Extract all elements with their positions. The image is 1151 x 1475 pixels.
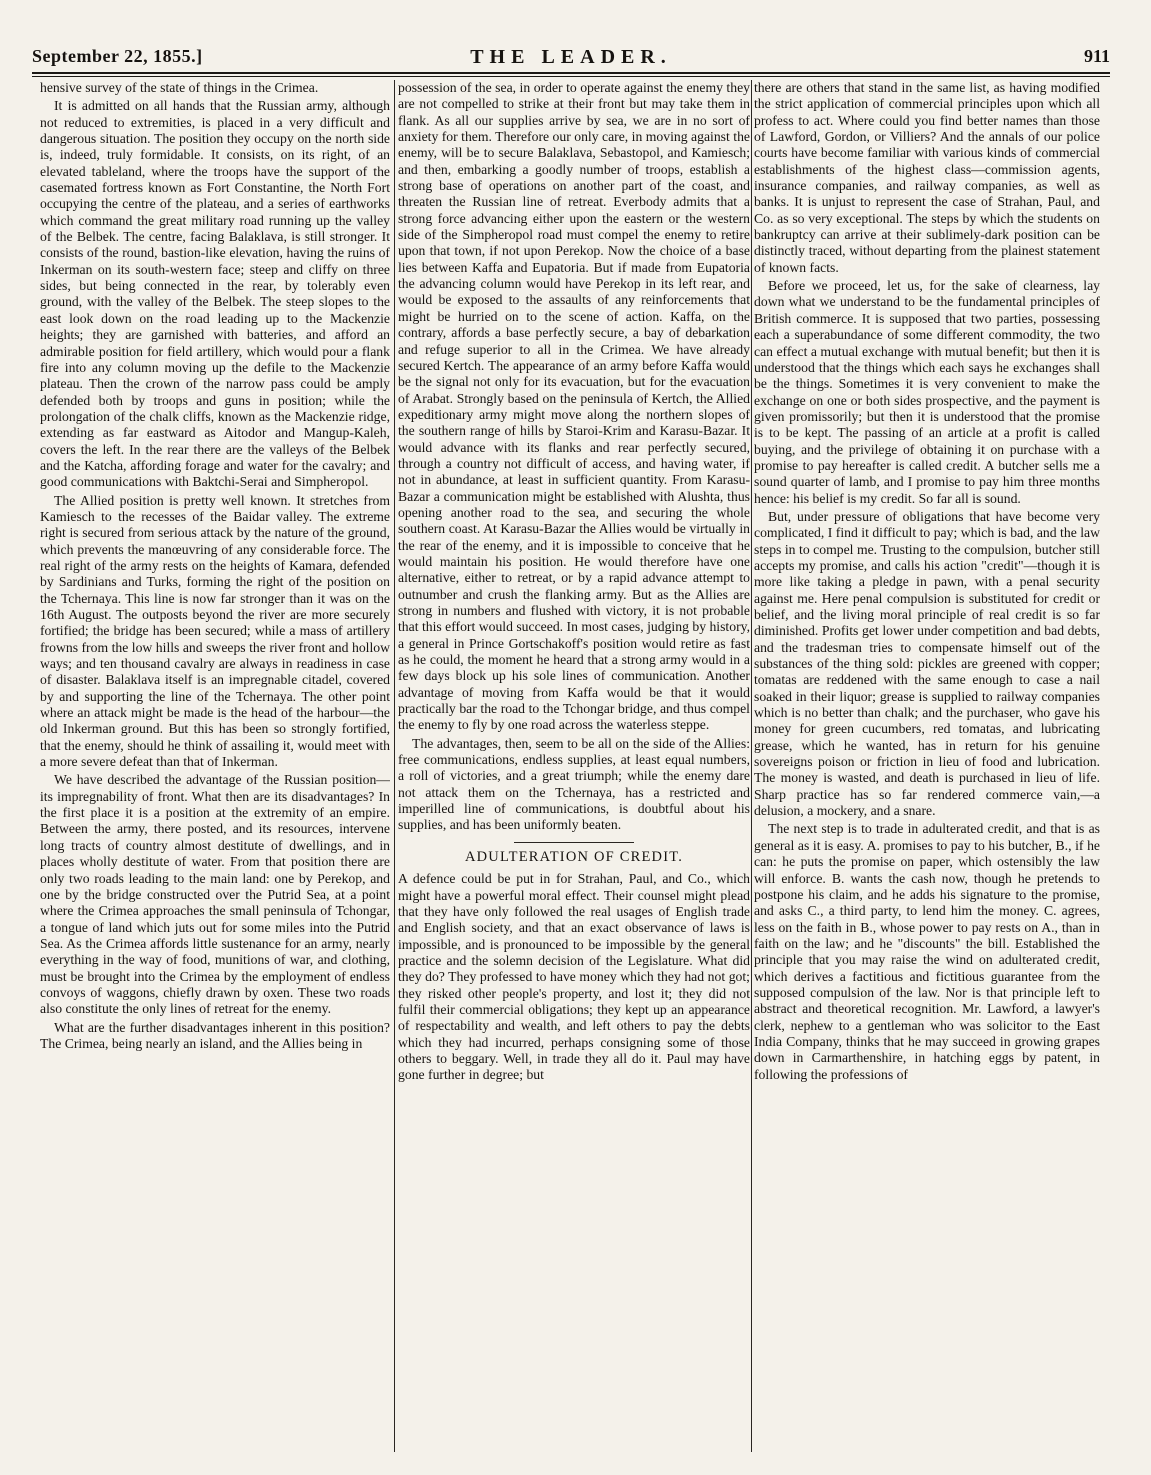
section-heading: ADULTERATION OF CREDIT. <box>398 842 750 865</box>
column-1 <box>40 80 390 1455</box>
paragraph: hensive survey of the state of things in the Crimea. <box>40 80 319 95</box>
paragraph: possession of the sea, in order to operate against the enemy they are not compelled to strike at their front but may take them in flank. As all our supplies arrive by sea, we are in no sort of anxiety for them. Therefore our only care, in moving against the enemy, will be to secure Balaklava, Sebastopol, and Kamiesch; and then, embarking a goodly number of troops, establish a strong base of operations on another part of the coast, and threaten the Russian line of retreat. Everbody admits that a strong force advancing either upon the eastern or the western side of the Simpheropol road must compel the enemy to retire upon that town, if not upon Perekop. Now the choice of a base lies between Kaffa and Eupatoria. But if made from Eupatoria the advancing column would have Perekop in its left rear, and would be exposed to the assaults of any reinforcements that might be hurried on to the scene of action. Kaffa, on the contrary, affords a base perfectly secure, a bay of debarkation and refuge superior to all in the Crimea. We have already secured Kertch. The appearance of an army before Kaffa would be the signal not only for its evacuation, but for the evacuation of Arabat. Strongly based on the peninsula of Kertch, the Allied expeditionary army might move along the northern slopes of the southern range of hills by Staroi-Krim and Karasu-Bazar. It would advance with its flanks and rear perfectly secured, through a country not difficult of access, and having water, if not in abundance, at least in sufficient quantity. From Karasu-Bazar a communication might be established with Alushta, thus opening another road to the sea, and securing the whole southern coast. At Karasu-Bazar the Allies would be virtually in the rear of the enemy, and it is impossible to conceive that he would maintain his position. He would therefore have one alternative, either to retreat, or by a rapid advance attempt to outnumber and crush the flanking army. But as the Allies are strong in numbers and flushed with victory, it is not probable that this effort would succeed. In most cases, judging by history, a general in Prince Gortschakoff's position would retire as fast as he could, the moment he heard that a strong army would in a few days block up his sole lines of communication. Another advantage of moving from Kaffa would be that it would practically bar the road to the Tchongar bridge, and thus compel the enemy to fly by one road across the waterless steppe. <box>398 80 750 733</box>
header-rule-thick <box>32 72 1110 74</box>
newspaper-title: THE LEADER. <box>470 46 672 68</box>
paragraph: The Allied position is pretty well known. It stretches from Kamiesch to the recesses of the Baidar valley. The extreme right is secured from serious attack by the nature of the ground, which prevents the manœuvring of any considerable force. The real right of the army rests on the heights of Kamara, defended by Sardinians and Turks, forming the right of the position on the Tchernaya. This line is now far stronger than it was on the 16th August. The outposts beyond the river are more securely fortified; the bridge has been secured; while a mass of artillery frowns from the low hills and sweeps the river front and hollow ways; and ten thousand cavalry are always in readiness in case of disaster. Balaklava itself is an impregnable citadel, covered by and supporting the line of the Tchernaya. The other point where an attack might be made is the head of the harbour—the old Inkerman ground. But this has been so strongly fortified, that the enemy, should he think of assailing it, would meet with a more severe defeat than that of Inkerman. <box>40 492 390 770</box>
paragraph: We have described the advantage of the Russian position—its impregnability of front. What then are its disadvantages? In the first place it is a position at the extremity of an empire. Between the army, there posted, and its resources, intervene long tracts of country almost destitute of dwellings, and in places wholly destitute of water. From that position there are only two roads leading to the main land: one by Perekop, and one by the bridge constructed over the Putrid Sea, at a point where the Crimea approaches the small peninsula of Tchongar, a tongue of land which juts out for some miles into the Putrid Sea. As the Crimea affords little sustenance for an army, nearly everything in the way of food, munitions of war, and clothing, must be brought into the Crimea by the employment of endless convoys of waggons, chiefly drawn by oxen. These two roads also constitute the only lines of retreat for the enemy. <box>40 772 390 1017</box>
paragraph: The advantages, then, seem to be all on the side of the Allies: free communications, endless supplies, at least equal numbers, a roll of victories, and a great triumph; while the enemy dare not attack them on the Tchernaya, has a restricted and imperilled line of communications, is doubtful about his supplies, and has been uniformly beaten. <box>398 735 750 833</box>
issue-date: September 22, 1855.] <box>32 46 203 66</box>
paragraph: It is admitted on all hands that the Russian army, although not reduced to extremities, is placed in a very difficult and dangerous situation. The position they occupy on the north side is, indeed, truly formidable. It consists, on its right, of an elevated tableland, where the troops have the support of the casemated fortress known as Fort Constantine, the North Fort occupying the centre of the plateau, and a series of earthworks which command the great military road running up the valley of the Belbek. The centre, facing Balaklava, is still stronger. It consists of the round, bastion-like elevation, having the ruins of Inkerman on its south-western face; steep and cliffy on three sides, but being connected in the rear, by tolerably even ground, with the valley of the Belbek. The steep slopes to the east look down on the road leading up to the Mackenzie heights; they are garnished with batteries, and afford an admirable position for field artillery, which would pour a flank fire into any column moving up the defile to the Mackenzie plateau. Then the crown of the narrow pass could be amply defended both by troops and guns in position; while the prolongation of the chalk cliffs, known as the Mackenzie ridge, extending as far eastward as Aitodor and Mangup-Kaleh, covers the left. In the rear there are the valleys of the Belbek and the Katcha, affording forage and water for the cavalry; and good communications with Baktchi-Serai and Simpheropol. <box>40 98 390 490</box>
paragraph: What are the further disadvantages inherent in this position? The Crimea, being nearly an island, and the Allies being in <box>40 1019 390 1051</box>
header-rule-thin <box>32 76 1110 77</box>
column-2 <box>398 80 750 1455</box>
paragraph: A defence could be put in for Strahan, Paul, and Co., which might have a powerful moral effect. Their counsel might plead that they have only followed the real usages of English trade and English society, and that an exact observance of laws is impossible, and is pronounced to be impossible by the general practice and the solemn decision of the Legislature. What did they do? They professed to have money which they had not got; they risked other people's property, and lost it; they did not fulfil their commercial obligations; they kept up an appearance of respectability and wealth, and left others to pay the debts which they had incurred, perhaps consigning some of those others to beggary. Well, in trade they all do it. Paul may have gone further in degree; but <box>398 871 750 1083</box>
column-divider <box>394 80 395 1452</box>
paragraph: The next step is to trade in adulterated credit, and that is as general as it is easy. A. promises to pay to his butcher, B., if he can: he puts the promise on paper, which ostensibly the law will enforce. B. wants the cash now, though he pretends to postpone his claim, and he adds his signature to the promise, and asks C., a third party, to lend him the money. C. agrees, less on the faith in B., whose power to pay rests on A., than in faith on the law; and he "discounts" the bill. Established the principle that you may raise the wind on adulterated credit, which derives a factitious and fictitious guarantee from the supposed compulsion of the law. Nor is that principle left to abstract and theoretical recognition. Mr. Lawford, a lawyer's clerk, nephew to a gentleman who was solicitor to the East India Company, thinks that he may succeed in growing grapes down in Carmarthenshire, in hatching eggs by patent, in following the professions of <box>754 821 1100 1082</box>
masthead <box>32 46 1110 72</box>
paragraph: there are others that stand in the same list, as having modified the strict application of commercial principles upon which all profess to act. Where could you find better names than those of Lawford, Gordon, or Villiers? And the annals of our police courts have become familiar with various kinds of commercial establishments of the highest class—commission agents, insurance companies, and railway companies, as well as banks. It is unjust to represent the case of Strahan, Paul, and Co. as so very exceptional. The steps by which the students on bankruptcy can arrive at their sublimely-dark position can be distinctly traced, without departing from the plainest statement of known facts. <box>754 80 1100 275</box>
column-3 <box>754 80 1100 1455</box>
paragraph: But, under pressure of obligations that have become very complicated, I find it difficult to pay; which is bad, and the law steps in to compel me. Trusting to the compulsion, butcher still accepts my promise, and calls his action "credit"—though it is more like taking a pledge in pawn, with a penal security against me. Here penal compulsion is substituted for credit or belief, and the living moral principle of real credit is so far diminished. Profits get lower under competition and bad debts, and the tradesman tries to compensate himself out of the substances of the thing sold: pickles are greened with copper; tomatas are reddened with the same enough to case a nail soaked in their liquor; grease is supplied to railway companies which is no better than chalk; and the purchaser, who gave his money for green cucumbers, red tomatas, and lubricating grease, which he wanted, has in return for his genuine sovereigns poison or friction in lieu of food and lubrication. The money is wasted, and death is purchased in lieu of life. Sharp practice has so far rendered commerce vain,—a delusion, a mockery, and a snare. <box>754 508 1100 819</box>
paragraph: Before we proceed, let us, for the sake of clearness, lay down what we understand to be the fundamental principles of British commerce. It is supposed that two parties, possessing each a superabundance of some different commodity, the two can effect a mutual exchange with mutual benefit; but then it is understood that the things which each says he exchanges shall be the things. Sometimes it is very convenient to make the exchange on one or both sides prospective, and the payment is given promissorily; but then it is understood that the promise is to be kept. The passing of an article at a profit is called buying, and the privilege of obtaining it on purchase with a promise to pay hereafter is called credit. A butcher sells me a sound quarter of lamb, and I promise to pay him three months hence: his belief is my credit. So far all is sound. <box>754 278 1100 506</box>
column-divider <box>751 80 752 1452</box>
page-number: 911 <box>1083 46 1110 66</box>
